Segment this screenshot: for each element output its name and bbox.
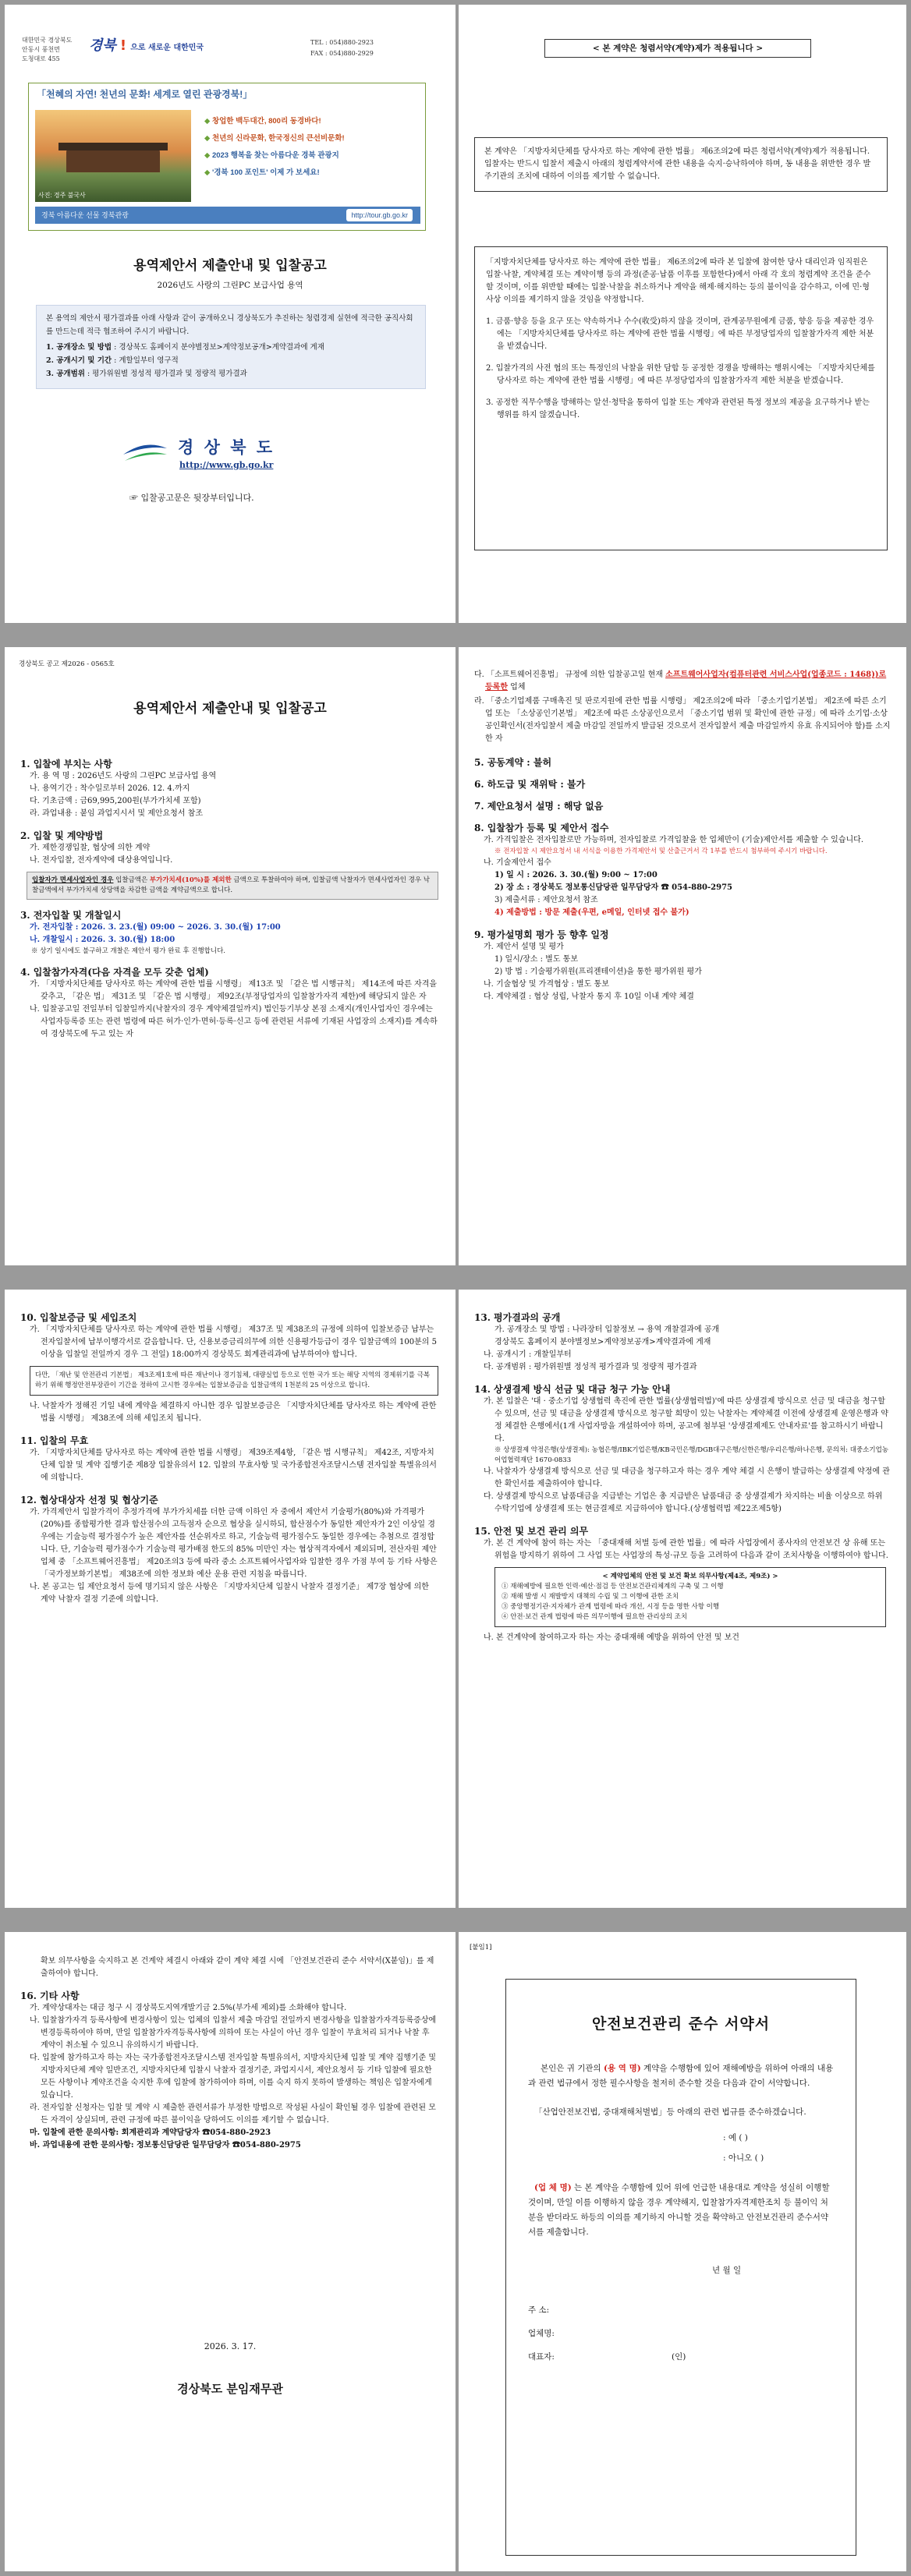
cover-page [5, 5, 456, 623]
negotiation-b: 나. 본 공고는 입 제안요청서 등에 명기되지 않은 사항은 「지방자치단체 입찰시 낙찰자 결정기준」 제7장 협상에 의한 계약 낙찰자 결정 기준에 의합니다. [30, 1583, 429, 1604]
pledge-signature-fields [528, 2298, 834, 2369]
announcement-page-3 [5, 1290, 456, 1908]
payment-a: 가. 본 입찰은 '대 · 중소기업 상생협력 촉진에 관한 법률(상생협력법)'에 따른 상생결제 방식으로 선금 및 대금을 청구할 수 있으며, 선금 및 대금을 상생결제 방식으로 청구할 희망이 있는 낙찰자는 계약체결 이전에 상생결제 운영은행과 약정 체결한 은행에서(1개 사업자망을 개설하여야 하며, 공고에 첨부된 '상생결제제도 안내자료'를 참고하시기 바랍니다. [484, 1397, 888, 1443]
attachment-tag: [붙임1] [470, 1944, 492, 1951]
invalid-a: 가. 「지방자치단체를 당사자로 하는 계약에 관한 법률 시행령」 제39조제4항, 「같은 법 시행규칙」 제42조, 지방자치단체 입찰 및 계약 집행기준 제8장 입찰유의서 12. 입찰의 무효사항 및 국가종합전자조달시스템 전자입찰 특별유의서에 의합니다. [30, 1449, 437, 1482]
submission-b: 나. 기술제안서 접수 [484, 858, 551, 867]
announcement-page-5 [5, 1932, 456, 2571]
opening-note: ※ 상기 일시에도 불구하고 개찰은 제안서 평가 완료 후 진행합니다. [31, 947, 226, 955]
cover-footer-note: ☞ 입찰공고문은 뒷장부터입니다. [129, 493, 254, 503]
cover-info-box: 본 용역의 제안서 평가결과를 아래 사항과 같이 공개하오니 경상북도가 추진하는 청렴경제 실현에 적극한 공직사회를 만드는데 적극 협조하여 주시기 바랍니다. 1. 공개장소 및 방법 : 경상북도 홈페이지 분야별정보>계약정보공개>계약결과에 게재 2. 공개시기 및 기간 : 계할일부터 영구적 3. 공개범위 : 평가위원별 정성적 평가결과 및 정량적 평가결과 [36, 305, 426, 389]
issuing-authority: 경상북도 분임재무관 [177, 2382, 283, 2396]
section-1-heading: 1. 입찰에 부치는 사항 [20, 759, 112, 770]
payment-c: 다. 상생결제 방식으로 납품대금을 지급받는 기업은 총 지급받은 납품대금 중 상생결제가 차지하는 비율 이상으로 하위 수탁기업에 상생결제 또는 현금결제로 지급하여야 합니다.(상생협력법 제22조제5항) [484, 1492, 883, 1513]
safety-duty-box: < 계약업체의 안전 및 보건 확보 의무사항(제4조, 제9조) > ① 재해예방에 필요한 인력·예산·점검 등 안전보건관리체계의 구축 및 그 이행 ② 재해 발생 시 재발방지 대책의 수립 및 그 이행에 관한 조치 ③ 중앙행정기관·지자체가 관계 법령에 따라 개선, 시정 등을 명한 사항 이행 ④ 안전·보건 관계 법령에 따른 의무이행에 필요한 관리상의 조치 [494, 1567, 886, 1627]
representative-field[interactable]: 대표자: (인) [528, 2352, 686, 2362]
tourism-bullets: ◆ 창업한 백두대간, 800리 동경바다! ◆ 천년의 신라문화, 한국정신의 큰선비문화! ◆ 2023 행복을 찾는 아름다운 경북 관광지 ◆ '경북 100 포인트' 이제 가 보세요! [204, 117, 345, 177]
disclosure-c: 다. 공개범위 : 평가위원별 정성적 평가결과 및 정량적 평가결과 [484, 1363, 697, 1371]
eligibility-c: 다. 「소프트웨어진흥법」 규정에 의한 입찰공고일 현재 소프트웨어사업자(컴퓨터관련 서비스사업(업종코드 : 1468))로 등록한 업체 [474, 671, 887, 692]
disclosure-b: 나. 공개시기 : 개찰일부터 [484, 1350, 572, 1359]
safety-pledge-page [459, 1932, 906, 2571]
deposit-exception-box: 다만, 「재난 및 안전관리 기본법」 제3조제1호에 따른 재난이나 경기침체, 대량실업 등으로 인한 국가 또는 해당 지역의 경제위기를 극복하기 위해 행정안전부장관이 기간을 정하여 고시한 경우에는 입찰보증금을 입찰금액의 1천분의 25 이상으로 합니다. [30, 1366, 438, 1396]
schedule-c: 다. 계약체결 : 협상 성립, 낙찰자 통지 후 10일 이내 계약 체결 [484, 993, 694, 1001]
submission-note: ※ 전자입찰 시 제안요청서 내 서식을 이용한 가격제안서 및 산출근거서 각 1부를 반드시 첨부하여 주시기 바랍니다. [494, 847, 828, 855]
disclosure-a: 가. 공개장소 및 방법 : 나라장터 입찰정보 → 용역 개찰결과에 공개 경상북도 홈페이지 분야별정보>계약정보공개>계약결과에 게재 [494, 1325, 720, 1346]
misc-b: 나. 입찰참가자격 등록사항에 변경사항이 있는 업체의 입찰서 제출 마감일 전일까지 변경사항을 입찰참가자격등록증상에 변경등록하여야 하며, 만일 입찰참가자격등록사항에 의하여 또는 사실이 아닌 경우 입찰이 무효처리 되거나 낙찰 후 계약이 취소될 수 있으니 유의하시기 바랍니다. [30, 2016, 437, 2050]
gyeongbuk-emblem [122, 437, 168, 467]
pledge-body-1: 본인은 귀 기관의 (용 역 명) 계약을 수행함에 있어 재해예방을 위하여 아래의 내용과 관련 법규에서 정한 필수사항을 철저히 준수할 것을 다음과 같이 서약합니다. [528, 2064, 834, 2088]
section-5: 5. 공동계약 : 불허 [474, 757, 552, 768]
pledge-body-3: (업 체 명) 는 본 계약을 수행함에 있어 위에 언급한 내용대로 계약을 성실히 이행할 것이며, 만일 이를 이행하지 않을 경우 계약해지, 입찰참가자격제한조치 등 불이익 처분을 받더라도 하등의 이의를 제기하지 아니할 것을 확약하고 안전보건관리 준수서약서를 제출합니다. [528, 2183, 830, 2237]
integrity-term-1: 1. 금품·향응 등을 요구 또는 약속하거나 수수(收受)하지 않을 것이며, 관계공무원에게 금품, 향응 등을 제공한 경우에는 「지방자치단체를 당사자로 하는 계약에 관한 법률 시행령」에 따른 부정당업자의 입찰참가자격 제한 처분을 받겠습니다. [486, 317, 874, 351]
eligibility-d: 라. 「중소기업제품 구매촉진 및 판로지원에 관한 법률 시행령」 제2조의2에 따라 「중소기업기본법」 제2조에 따른 소기업 또는 「소상공인기본법」 제2조에 따른 소상공인으로서 「중소기업 범위 및 확인에 관한 규정」에 따라 소기업·소상공인확인서(전자입찰서 제출 마감일 전일까지 발급된 것으로서 전자입찰서 제출 마감일까지 유효 유지되어야 함)를 소지한 자 [474, 697, 891, 743]
announcement-date: 2026. 3. 17. [204, 2341, 257, 2351]
integrity-term-3: 3. 공정한 직무수행을 방해하는 알선·청탁을 통하여 입찰 또는 계약과 관련된 특정 정보의 제공을 요구하거나 받는 행위를 하지 않겠습니다. [486, 398, 870, 419]
contact-bidding: 마. 입찰에 관한 문의사항: 회계관리과 계약담당자 ☎054-880-2923 [30, 2128, 271, 2137]
announcement-page-2 [459, 647, 906, 1265]
eligibility-a: 가. 「지방자치단체를 당사자로 하는 계약에 관한 법률 시행령」 제13조 및 「같은 법 시행규칙」 제14조에 따른 자격을 갖추고, 「같은 법」 제31조 및 「같은 법 시행령」 제92조(부정당업자의 입찰참가자격 제한)에 해당되지 않은 자 [30, 980, 438, 1001]
schedule-b: 나. 기술협상 및 가격협상 : 별도 통보 [484, 980, 609, 989]
section-13-heading: 13. 평가결과의 공개 [474, 1312, 561, 1323]
address-field[interactable]: 주 소: [528, 2305, 550, 2315]
cover-title: 용역제안서 제출안내 및 입찰공고 [133, 258, 327, 274]
section-12-heading: 12. 협상대상자 선정 및 협상기준 [20, 1495, 158, 1506]
pledge-form [505, 1979, 856, 2556]
pledge-choice [723, 2128, 834, 2168]
choice-yes[interactable]: : 예 ( ) [723, 2133, 748, 2143]
integrity-header: < 본 계약은 청렴서약(계약)제가 적용됩니다 > [544, 39, 811, 58]
pledge-body-2: 「산업안전보건법, 중대재해처벌법」등 아래의 관련 법규를 준수하겠습니다. [534, 2107, 806, 2117]
contact-task: 바. 과업내용에 관한 문의사항: 정보통신담당관 일무담당자 ☎054-880-2975 [30, 2141, 301, 2150]
tourism-slogan: 「천혜의 자연! 천년의 문화! 세계로 열린 관광경북!」 [37, 89, 253, 100]
announcement-title: 용역제안서 제출안내 및 입찰공고 [133, 701, 327, 717]
gov-name: 경 상 북 도 [178, 437, 275, 457]
scenery-photo: 사진: 경주 불국사 [35, 110, 191, 202]
section-16-heading: 16. 기타 사항 [20, 1990, 80, 2001]
integrity-notice-page [459, 5, 906, 623]
submission-a: 가. 가격입찰은 전자입찰로만 가능하며, 전자입찰로 가격입찰을 한 업체만이 (기술)제안서를 제출할 수 있습니다. [484, 836, 864, 844]
brand-logo: 경북 ! 으로 새로운 대한민국 [89, 37, 204, 54]
misc-d: 라. 전자입찰 신청자는 입찰 및 계약 시 제출한 관련서류가 부정한 방법으로 작성된 사실이 확인될 경우 입찰에 관련된 모든 자격이 상실되며, 관련 규정에 따른 불이익을 당하여도 이의를 제기할 수 없습니다. [30, 2104, 436, 2125]
payment-note: ※ 상생결제 약정은행(상생결제): 농협은행/IBK기업은행/KB국민은행/DGB대구은행/신한은행/우리은행/하나은행, 문의처: 대중소기업농어업협력재단 1670-0833 [494, 1446, 888, 1464]
pledge-title: 안전보건관리 준수 서약서 [591, 2015, 771, 2033]
section-2-list: 가. 제한경쟁입찰, 협상에 의한 계약 나. 전자입찰, 전자계약에 대상용역입니다. [30, 844, 173, 865]
cover-subtitle: 2026년도 사랑의 그린PC 보급사업 용역 [157, 281, 303, 290]
misc-c: 다. 입찰에 참가하고자 하는 자는 국가종합전자조달시스템 전자입찰 특별유의서, 지방자치단체 입찰 및 계약 집행기준 및 지방자치단체 계약 일반조건, 지방자치단체 입찰시 낙찰자 결정기준, 과업지시서, 제안요청서 등 기타 입찰에 필요한 모든 사항이나 계약조건을 숙지한 후에 입찰에 참가하여야 하며, 이를 숙지 하지 못하여 발생하는 책임은 입찰자에게 있습니다. [30, 2054, 437, 2100]
section-8-heading: 8. 입찰참가 등록 및 제안서 접수 [474, 823, 609, 833]
announcement-page-4 [459, 1290, 906, 1908]
integrity-term-2: 2. 입찰가격의 사전 협의 또는 특정인의 낙찰을 위한 담합 등 공정한 경쟁을 방해하는 행위시에는 「지방자치단체를 당사자로 하는 계약에 관한 법률 시행령」에 따른 부정당업자의 입찰참가자격 제한 처분을 받겠습니다. [486, 364, 875, 385]
section-10-heading: 10. 입찰보증금 및 세입조치 [20, 1312, 137, 1323]
section-14-heading: 14. 상생결제 방식 선금 및 대금 청구 가능 안내 [474, 1384, 671, 1395]
pledge-date[interactable]: 년 월 일 [712, 2266, 742, 2275]
agency-address: 대한민국 경상북도 안동시 풍천면 도청대로 455 [22, 37, 73, 62]
payment-b: 나. 낙찰자가 상생결제 방식으로 선금 및 대금을 청구하고자 하는 경우 계약 체결 시 은행이 발급하는 상생결제 약정에 관한 확인서를 제출하여야 합니다. [484, 1467, 890, 1488]
section-11-heading: 11. 입찰의 무효 [20, 1435, 89, 1446]
announcement-page-1 [5, 647, 456, 1265]
company-field[interactable]: 업체명: [528, 2329, 555, 2338]
schedule-a-list: 1) 일시/장소 : 별도 통보 2) 방 법 : 기술평가위원(프리젠테이션)을 통한 평가위원 평가 [494, 955, 702, 976]
cover-intro: 본 용역의 제안서 평가결과를 아래 사항과 같이 공개하오니 경상북도가 추진하는 청렴경제 실현에 적극한 공직사회를 만드는데 적극 협조하여 주시기 바랍니다. [46, 314, 413, 336]
tourism-footer-bar: 경북 아름다운 선물 경북관광 http://tour.gb.go.kr [35, 207, 420, 224]
safety-continued: 확보 의무사항을 숙지하고 본 건계약 체결시 아래와 같이 계약 체결 시에 「안전보건관리 준수 서약서(X붙임)」를 제출하여야 합니다. [41, 1957, 434, 1978]
safety-a: 가. 본 건 계약에 참여 하는 자는 「중대재해 처벌 등에 관한 법률」에 따라 사업장에서 종사자의 안전보건 상 유해 또는 위험을 방지하기 위하여 그 사업 또는 사업장의 특성·규모 등을 고려하여 다음과 같이 조치사항을 이행하여야 합니다. [484, 1539, 888, 1560]
section-3-heading: 3. 전자입찰 및 개찰일시 [20, 910, 122, 921]
integrity-summary-box: 본 계약은 「지방자치단체를 당사자로 하는 계약에 관한 법률」 제6조의2에 따른 청렴서약(계약)제가 적용됩니다. 입찰자는 반드시 입찰서 제출시 아래의 청렴계약서에 관한 내용을 숙지·승낙하여야 하며, 동 내용을 위반한 경우 발주기관의 조치에 대하여 이의를 제기할 수 없습니다. [474, 137, 888, 192]
submission-b-list: 1) 일 시 : 2026. 3. 30.(월) 9:00 ~ 17:00 2) 장 소 : 경상북도 정보통신담당관 일무담당자 ☎ 054-880-2975 3) 제출서류 : 제안요청서 참조 4) 제출방법 : 방문 제출(우편, e메일, 인터넷 접수 불가) [494, 871, 732, 917]
integrity-terms-box [474, 246, 888, 550]
negotiation-a: 가. 가격제안서 입찰가격이 추정가격에 부가가치세를 더한 금액 이하인 자 중에서 제안서 기술평가(80%)와 가격평가(20%)를 종합평가한 결과 합산점수의 고득점자 순으로 협상을 실시하되, 합산점수가 동일한 제안자가 2인 이상일 경우에는 기술능력 평가점수가 높은 제안자를 선순위자로 하고, 기술능력 평가점수도 동일한 경우에는 추첨으로 결정합니다. 단, 기술능력 평가점수가 기술능력 평가배점 한도의 85% 미만인 자는 협상적격자에서 제외되며, 전산자원 제안업체 중 「소프트웨어진흥법」 제20조의3 등에 따라 중소 소프트웨어사업자와 입찰한 경우 가점 부여 등 기타 사항은 「국가정보화기본법」 제38조에 의한 정보화 예산 운용 관련 지침을 따릅니다. [30, 1508, 438, 1579]
integrity-terms-intro: 「지방자치단체를 당사자로 하는 계약에 관한 법률」 제6조의2에 따라 본 입찰에 참여한 당사 대리인과 임직원은 입찰·낙찰, 계약체결 또는 계약이행 등의 과정(준공·납품 이후를 포함한다)에서 아래 각 호의 청렴계약 조건을 준수할 것이며, 이를 위반할 때에는 입찰·낙찰을 취소하거나 계약을 해제·해지하는 등의 불이익을 감수하고, 이에 민·형사상 이의를 제기하지 않을 것임을 약정합니다. [486, 258, 871, 304]
schedule-a: 가. 제안서 설명 및 평가 [484, 943, 564, 951]
contact-info: TEL : 054)880-2923 FAX : 054)880-2929 [310, 39, 374, 57]
section-15-heading: 15. 안전 및 보건 관리 의무 [474, 1526, 589, 1537]
announcement-ref: 경상북도 공고 제2026 - 0565호 [19, 660, 115, 668]
section-9-heading: 9. 평가설명회 평가 등 향후 일정 [474, 929, 609, 940]
choice-no[interactable]: : 아니오 ( ) [723, 2153, 764, 2163]
tour-url[interactable]: http://tour.gb.go.kr [346, 209, 413, 221]
section-7: 7. 제안요청서 설명 : 해당 없음 [474, 801, 604, 812]
section-4-heading: 4. 입찰참가자격(다음 자격을 모두 갖춘 업체) [20, 967, 209, 978]
emblem-icon [122, 437, 168, 464]
eligibility-b: 나. 입찰공고일 전일부터 입찰일까지(낙찰자의 경우 계약체결일까지) 법인등기부상 본점 소재지(개인사업자인 경우에는 사업자등록증 또는 관련 법령에 따른 허가·인가·면허·등록·신고 등에 관련된 서류에 기재된 사업장의 소재지)를 계속하여 경상북도에 두고 있는 자 [30, 1005, 438, 1039]
tax-exempt-note: 입찰자가 면세사업자인 경우 입찰금액은 부가가치세(10%)를 제외한 금액으로 투찰하여야 하며, 입찰금액 낙찰자가 면세사업자인 경우 낙찰금액에서 부가가치세 상당액을 차감한 금액을 계약금액으로 합니다. [27, 872, 438, 900]
section-3-list: 가. 전자입찰 : 2026. 3. 23.(월) 09:00 ~ 2026. 3. 30.(월) 17:00 나. 개찰일시 : 2026. 3. 30.(월) 18:00 [30, 923, 281, 944]
deposit-a: 가. 「지방자치단체를 당사자로 하는 계약에 관한 법률 시행령」 제37조 및 제38조의 규정에 의하여 입찰보증금 납부는 전자입찰서에 납부이행각서로 갈음합니다. 단, 신용보증금리의무에 의한 신용평가등급이 경우 입찰금액의 100분의 5 이상을 입찰일 전일까지 경우 그 전일) 18:00까지 경상북도 회계관리과에 납부하여야 합니다. [30, 1325, 437, 1359]
misc-a: 가. 계약상대자는 대금 청구 시 경상북도지역개발기금 2.5%(부가세 제외)를 소화해야 합니다. [30, 2004, 347, 2012]
safety-b: 나. 본 건계약에 참여하고자 하는 자는 중대재해 예방을 위하여 안전 및 보건 [484, 1633, 739, 1642]
section-2-heading: 2. 입찰 및 계약방법 [20, 830, 104, 841]
section-1-list: 가. 용 역 명 : 2026년도 사랑의 그린PC 보급사업 용역 나. 용역기간 : 착수일로부터 2026. 12. 4.까지 다. 기초금액 : 금69,995,200원(부가가치세 포함) 라. 과업내용 : 붙임 과업지시서 및 제안요청서 참조 [30, 772, 217, 818]
gov-url[interactable]: http://www.gb.go.kr [179, 460, 274, 470]
deposit-b: 나. 낙찰자가 정해진 기일 내에 계약을 체결하지 아니한 경우 입찰보증금은 「지방자치단체를 당사자로 하는 계약에 관한 법률 시행령」 제38조에 의해 세입조치 됩니다. [30, 1402, 437, 1423]
seal-mark: (인) [671, 2352, 686, 2362]
section-6: 6. 하도급 및 재위탁 : 불가 [474, 779, 586, 790]
tourism-banner [28, 83, 426, 231]
